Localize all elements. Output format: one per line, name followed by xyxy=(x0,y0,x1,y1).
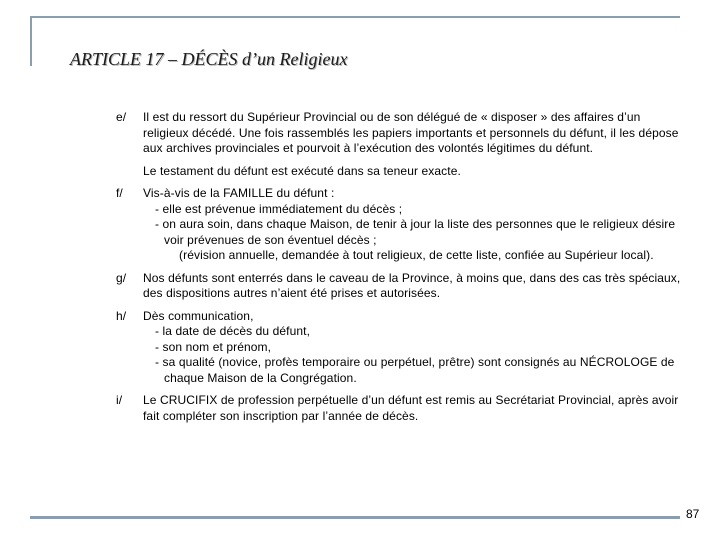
footer-rule xyxy=(30,516,680,519)
frame-top-border xyxy=(30,16,680,18)
item-e-paragraph-1: Il est du ressort du Supérieur Provincial ou de son délégué de « disposer » des affaires d’un religieux décédé. Une fois rassemblés les papiers importants et personnels du défunt, il les dépose aux archives provinciales et pourvoit à l’exécution des volontés légitimes du défunt. xyxy=(143,110,679,155)
page-number: 87 xyxy=(686,507,700,521)
item-g-text: Nos défunts sont enterrés dans le caveau de la Province, à moins que, dans des cas très spéciaux, des dispositions autres n’aient été prises et autorisées. xyxy=(143,270,681,300)
page-title: ARTICLE 17 – DÉCÈS d’un Religieux xyxy=(70,49,348,69)
item-label-i: i/ xyxy=(116,393,123,407)
item-body-h xyxy=(143,309,686,387)
item-f xyxy=(116,186,686,264)
item-body-e xyxy=(143,110,686,179)
item-h-sub-1: - la date de décès du défunt, xyxy=(155,324,311,338)
item-f-sub-2: - on aura soin, dans chaque Maison, de tenir à jour la liste des personnes que le religieux désire voir prévenues de son éventuel décès ; xyxy=(155,217,676,247)
item-f-sub-1: - elle est prévenue immédiatement du décès ; xyxy=(155,201,403,216)
item-h xyxy=(116,309,686,387)
item-body-i xyxy=(143,393,686,424)
item-label-g: g/ xyxy=(116,270,127,285)
item-g xyxy=(116,271,686,302)
item-i-text: Le CRUCIFIX de profession perpétuelle d’un défunt est remis au Secrétariat Provincial, après avoir fait compléter son inscription par l’année de décès. xyxy=(143,393,679,423)
item-label-f: f/ xyxy=(116,186,123,200)
item-label-h: h/ xyxy=(116,308,127,323)
item-label-e: e/ xyxy=(116,110,127,124)
item-body-f xyxy=(143,186,686,264)
item-body-g xyxy=(143,271,686,302)
item-f-note: (révision annuelle, demandée à tout religieux, de cette liste, confiée au Supérieur local). xyxy=(179,248,654,262)
frame-left-border xyxy=(30,16,32,66)
item-h-sub-2: - son nom et prénom, xyxy=(155,339,272,354)
item-f-intro: Vis-à-vis de la FAMILLE du défunt : xyxy=(143,186,335,200)
item-h-sub-3: - sa qualité (novice, profès temporaire ou perpétuel, prêtre) sont consignés au NÉCROLOGE de chaque Maison de la Congrégation. xyxy=(155,355,675,385)
article-content xyxy=(116,110,686,431)
item-i xyxy=(116,393,686,424)
item-e-paragraph-2: Le testament du défunt est exécuté dans sa teneur exacte. xyxy=(143,163,461,178)
item-e xyxy=(116,110,686,179)
item-h-intro: Dès communication, xyxy=(143,308,254,323)
